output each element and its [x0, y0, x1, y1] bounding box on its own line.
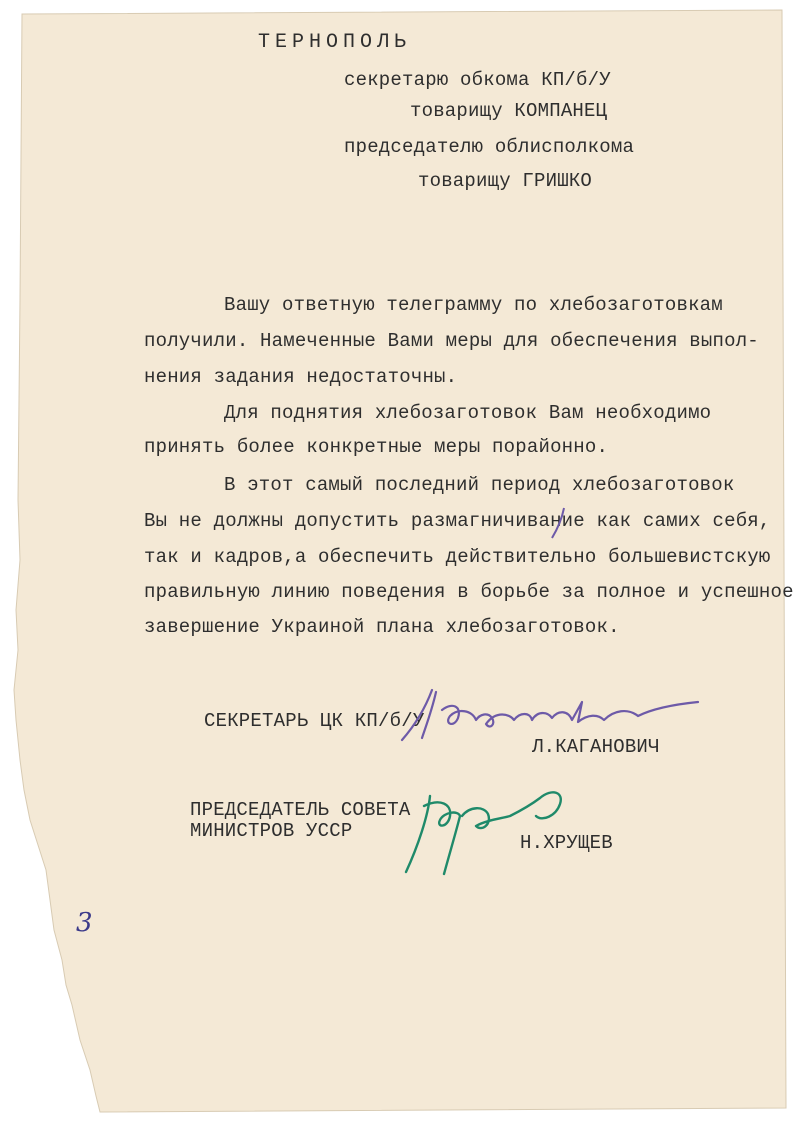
signer1-title: СЕКРЕТАРЬ ЦК КП/б/У [204, 710, 425, 732]
body-line: правильную линию поведения в борьбе за полное и успешное [144, 581, 794, 603]
recipient1-name: товарищу КОМПАНЕЦ [410, 100, 608, 122]
body-line: Вы не должны допустить размагничивание как самих себя, [144, 510, 771, 532]
archive-page-number: 3 [76, 908, 93, 938]
body-line: получили. Намеченные Вами меры для обеспечения выпол- [144, 330, 759, 352]
khrushchev-signature [400, 776, 580, 886]
body-line: Вашу ответную телеграмму по хлебозаготовкам [224, 294, 723, 316]
recipient2-name: товарищу ГРИШКО [418, 170, 593, 192]
signer2-name: Н.ХРУЩЕВ [520, 832, 613, 854]
body-line: так и кадров,а обеспечить действительно большевистскую [144, 546, 771, 568]
recipient1-role: секретарю обкома КП/б/У [344, 69, 611, 91]
signer2-title: ПРЕДСЕДАТЕЛЬ СОВЕТА МИНИСТРОВ УССР [190, 799, 411, 842]
body-line: завершение Украиной плана хлебозаготовок. [144, 616, 620, 638]
body-line: принять более конкретные меры порайонно. [144, 436, 609, 458]
body-line: В этот самый последний период хлебозаготовок [224, 474, 735, 496]
handwritten-comma-mark [548, 506, 572, 542]
recipient2-role: председателю облисполкома [344, 136, 635, 158]
body-line: Для поднятия хлебозаготовок Вам необходимо [224, 402, 712, 424]
body-line: нения задания недостаточны. [144, 366, 458, 388]
signer1-name: Л.КАГАНОВИЧ [532, 736, 660, 758]
destination-city: ТЕРНОПОЛЬ [258, 31, 412, 54]
